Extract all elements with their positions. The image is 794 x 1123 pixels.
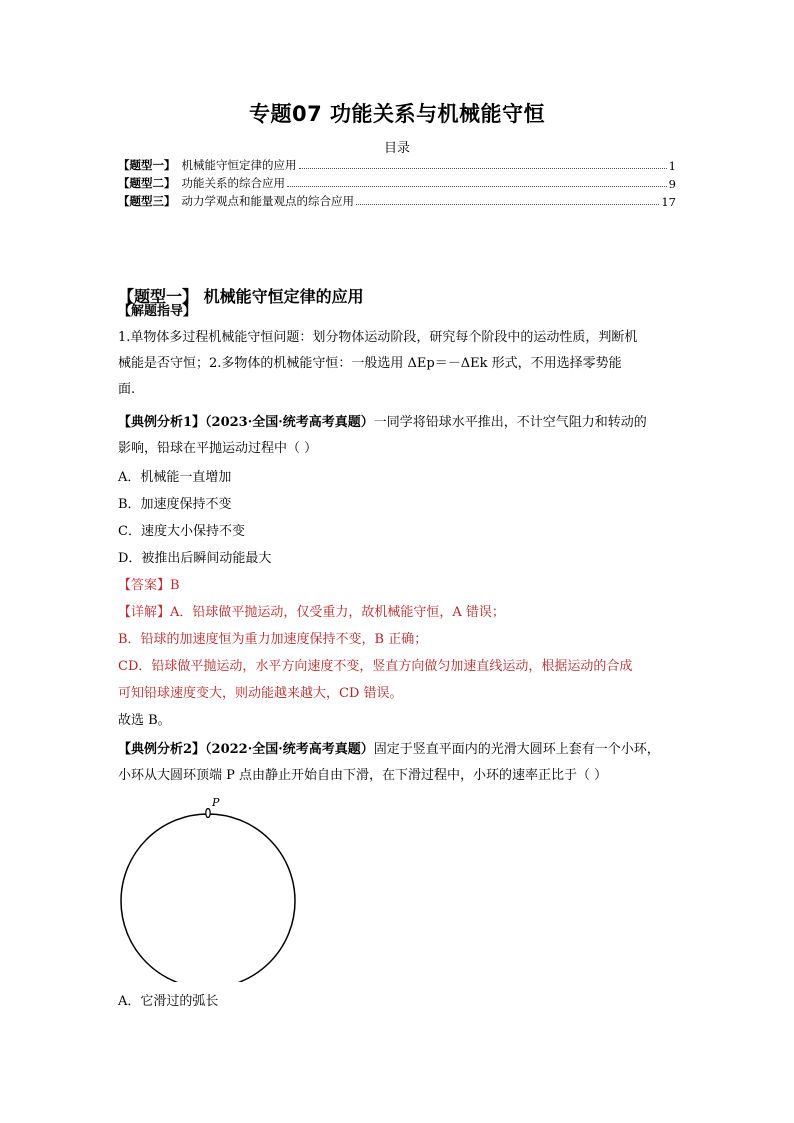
large-ring [121, 814, 295, 982]
toc-entry-tag: 【题型二】 [118, 176, 176, 190]
example2-label: 【典例分析2】 [118, 742, 206, 757]
toc-leader-dots [299, 168, 667, 169]
toc-entry-text: 机械能守恒定律的应用 [181, 158, 297, 172]
toc-leader-dots [356, 204, 659, 205]
page-title: 专题07 功能关系与机械能守恒 [248, 102, 546, 126]
example2-source: （2022·全国·统考高考真题） [205, 742, 374, 757]
example1-option-a: A．机械能一直增加 [118, 470, 232, 485]
detail-line: A．铅球做平抛运动，仅受重力，故机械能守恒，A 错误； [170, 605, 505, 620]
detail-line: CD．铅球做平抛运动，水平方向速度不变，竖直方向做匀加速直线运动，根据运动的合成 [118, 659, 633, 674]
example1-detail [118, 603, 678, 623]
example1-stem-text: 一同学将铅球水平推出，不计空气阻力和转动的 [373, 415, 647, 430]
toc-entry[interactable] [118, 175, 676, 191]
toc-entry-tag: 【题型三】 [118, 194, 176, 208]
answer-value: B [170, 578, 180, 593]
section-heading: 【题型一】 机械能守恒定律的应用 [118, 287, 364, 306]
toc-entry-page: 17 [661, 195, 676, 209]
example1-option-d: D．被推出后瞬间动能最大 [118, 551, 272, 566]
toc-entry-page: 9 [668, 177, 676, 191]
guide-line: 械能是否守恒；2.多物体的机械能守恒：一般选用 ΔEp＝－ΔEk 形式，不用选择零势能 [118, 356, 622, 371]
circle-ring-figure [118, 798, 298, 982]
toc-entry-text: 功能关系的综合应用 [181, 176, 285, 190]
example1-source: （2023·全国·统考高考真题） [205, 415, 374, 430]
guide-line: 1.单物体多过程机械能守恒问题：划分物体运动阶段，研究每个阶段中的运动性质，判断机 [118, 330, 638, 345]
toc-entry-tag: 【题型一】 [118, 158, 176, 172]
toc-entry[interactable] [118, 157, 676, 173]
example2-stem [118, 740, 678, 760]
example2-option-a: A．它滑过的弧长 [118, 994, 219, 1009]
detail-line: 可知铅球速度变大，则动能越来越大，CD 错误。 [118, 686, 403, 701]
toc-leader-dots [287, 186, 667, 187]
answer-label: 【答案】 [118, 578, 171, 593]
example1-option-c: C．速度大小保持不变 [118, 524, 245, 539]
small-ring [206, 809, 210, 818]
toc-title: 目录 [383, 141, 410, 156]
detail-line: B．铅球的加速度恒为重力加速度保持不变，B 正确； [118, 632, 428, 647]
example1-option-b: B．加速度保持不变 [118, 497, 232, 512]
example1-stem-line2: 影响，铅球在平抛运动过程中（ ） [118, 441, 318, 456]
guide-label: 【解题指导】 [118, 304, 197, 319]
example1-answer [118, 576, 678, 596]
example1-conclusion: 故选 B。 [118, 713, 171, 728]
example2-stem-line2: 小环从大圆环顶端 P 点由静止开始自由下滑，在下滑过程中，小环的速率正比于（ ） [118, 768, 608, 783]
guide-line: 面. [118, 382, 136, 397]
toc-entry-text: 动力学观点和能量观点的综合应用 [181, 194, 354, 208]
toc-entry-page: 1 [668, 159, 676, 173]
example1-stem [118, 413, 678, 433]
example2-stem-text: 固定于竖直平面内的光滑大圆环上套有一个小环， [373, 742, 660, 757]
example1-label: 【典例分析1】 [118, 415, 206, 430]
point-p-label: P [212, 798, 220, 809]
detail-label: 【详解】 [118, 605, 171, 620]
toc-entry[interactable] [118, 193, 676, 209]
